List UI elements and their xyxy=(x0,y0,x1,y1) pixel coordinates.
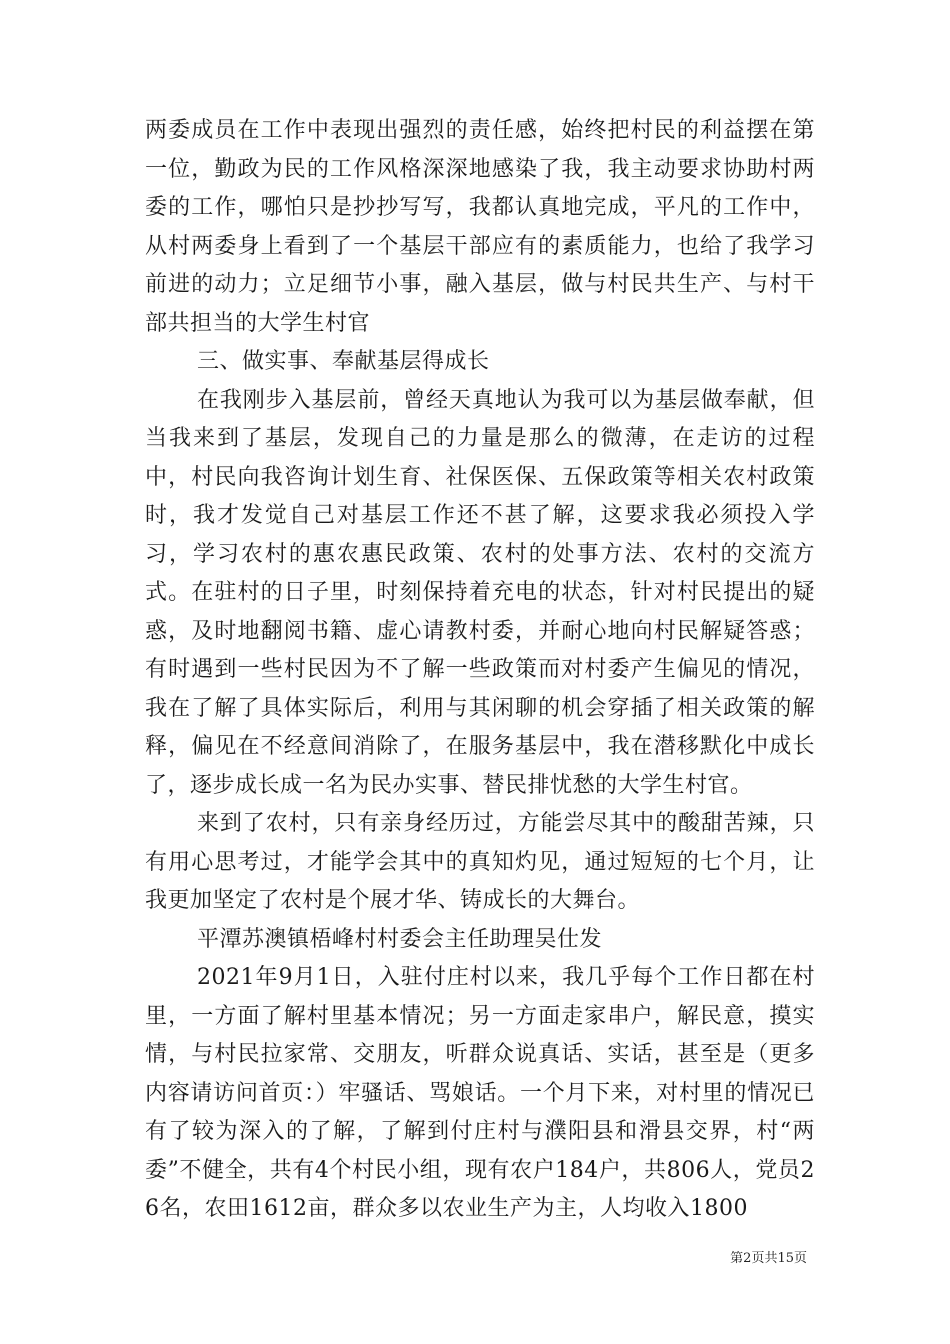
paragraph-2: 在我刚步入基层前，曾经天真地认为我可以为基层做奉献，但当我来到了基层，发现自己的力量是那么的微薄，在走访的过程中，村民向我咨询计划生育、社保医保、五保政策等相关农村政策时，我才发觉自己对基层工作还不甚了解，这要求我必须投入学习，学习农村的惠农惠民政策、农村的处事方法、农村的交流方式。在驻村的日子里，时刻保持着充电的状态，针对村民提出的疑惑，及时地翻阅书籍、虚心请教村委，并耐心地向村民解疑答惑；有时遇到一些村民因为不了解一些政策而对村委产生偏见的情况，我在了解了具体实际后，利用与其闲聊的机会穿插了相关政策的解释，偏见在不经意间消除了，在服务基层中，我在潜移默化中成长了，逐步成长成一名为民办实事、替民排忧愁的大学生村官。 xyxy=(145,387,815,798)
author-line: 平潭苏澳镇梧峰村村委会主任助理吴仕发 xyxy=(197,926,603,952)
paragraph-3: 来到了农村，只有亲身经历过，方能尝尽其中的酸甜苦辣，只有用心思考过，才能学会其中的真知灼见，通过短短的七个月，让我更加坚定了农村是个展才华、铸成长的大舞台。 xyxy=(145,811,815,913)
paragraph-4: 2021年9月1日，入驻付庄村以来，我几乎每个工作日都在村里，一方面了解村里基本情况；另一方面走家串户，解民意，摸实情，与村民拉家常、交朋友，听群众说真话、实话，甚至是（更多内容请访问首页：）牢骚话、骂娘话。一个月下来，对村里的情况已有了较为深入的了解，了解到付庄村与濮阳县和滑县交界，村“两委”不健全，共有4个村民小组，现有农户184户，共806人，党员26名，农田1612亩，群众多以农业生产为主，人均收入1800 xyxy=(145,965,815,1221)
document-body xyxy=(145,112,815,1229)
section-heading-3: 三、做实事、奉献基层得成长 xyxy=(197,349,490,374)
paragraph-1: 两委成员在工作中表现出强烈的责任感，始终把村民的利益摆在第一位，勤政为民的工作风格深深地感染了我，我主动要求协助村两委的工作，哪怕只是抄抄写写，我都认真地完成，平凡的工作中，从村两委身上看到了一个基层干部应有的素质能力，也给了我学习前进的动力；立足细节小事，融入基层，做与村民共生产、与村干部共担当的大学生村官 xyxy=(145,118,815,336)
page-number-footer: 第2页共15页 xyxy=(730,1251,807,1266)
